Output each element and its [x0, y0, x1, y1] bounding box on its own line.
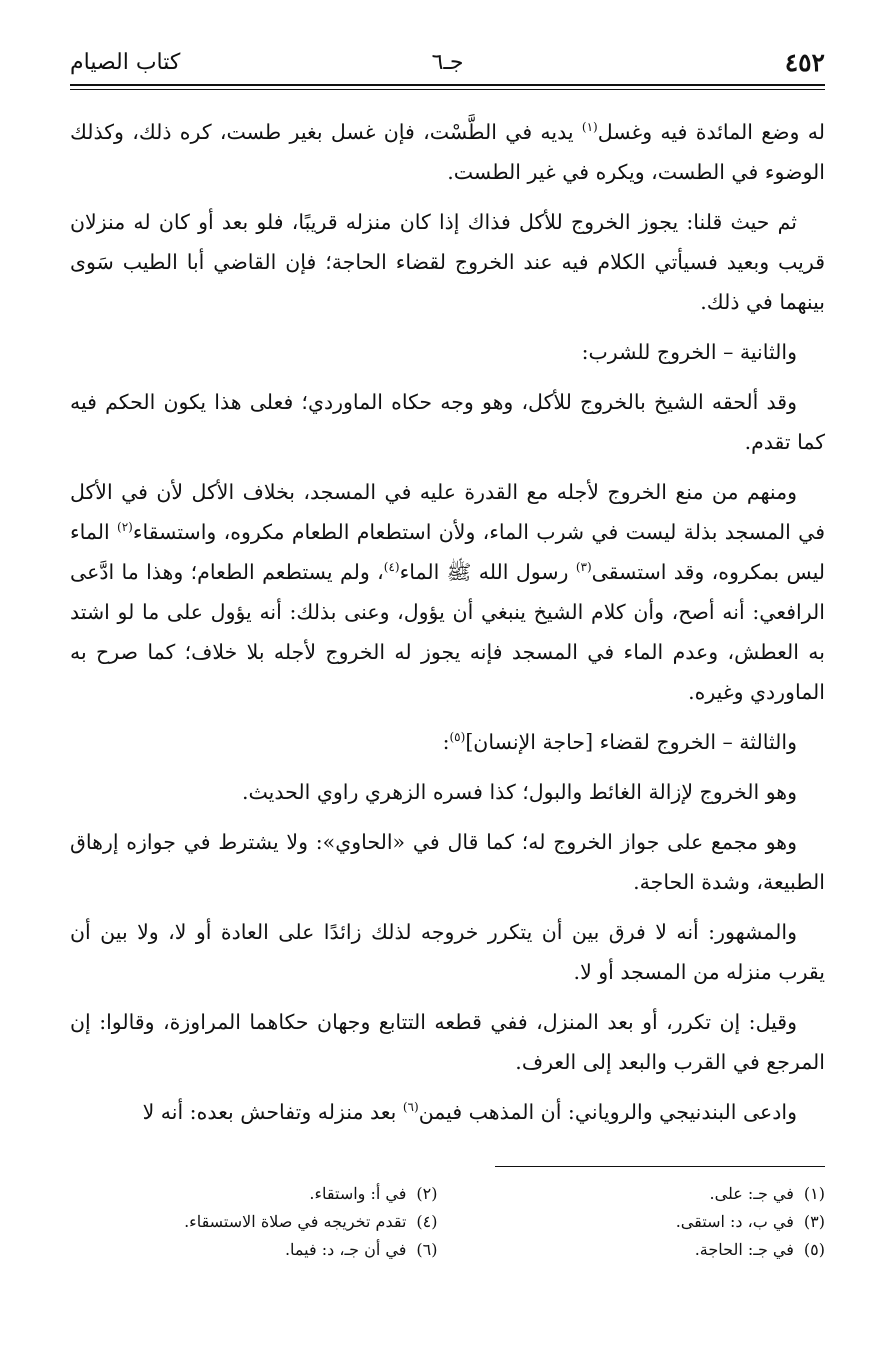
- footnote-number: (١): [803, 1184, 825, 1203]
- footnote-number: (٦): [416, 1240, 438, 1259]
- text-run: يديه في الطَّسْت، فإن غسل بغير طست، كره ذلك، وكذلك الوضوء في الطست، ويكره في غير الطست.: [70, 120, 825, 184]
- footnote-ref: (٦): [402, 1100, 419, 1115]
- footnote-ref: (٣): [575, 560, 592, 575]
- footnote-text: في جـ: الحاجة.: [694, 1240, 794, 1259]
- footnote-number: (٥): [803, 1240, 825, 1259]
- paragraph: [70, 1002, 825, 1082]
- paragraph: [70, 822, 825, 902]
- footnote: [458, 1237, 826, 1263]
- text-run: ، ولم يستطعم الطعام؛ وهذا ما ادَّعى الرافعي: أنه أصح، وأن كلام الشيخ ينبغي أن يؤول، وعنى بذلك: أنه يؤول على ما لو اشتد به العطش، وعدم الماء في المسجد فإنه يجوز له الخروج لأجله بلا خلاف؛ كما صرح به الماوردي وغيره.: [70, 560, 825, 704]
- paragraph: [70, 202, 825, 322]
- paragraph: [70, 112, 825, 192]
- text-run: وقيل: إن تكرر، أو بعد المنزل، ففي قطعه التتابع وجهان حكاهما المراوزة، وقالوا: إن المرجع في القرب والبعد إلى العرف.: [70, 1010, 825, 1074]
- text-run: والثالثة – الخروج لقضاء [حاجة الإنسان]: [465, 730, 797, 754]
- text-run: والثانية – الخروج للشرب:: [581, 340, 797, 364]
- footnote: [458, 1181, 826, 1207]
- text-run: له وضع المائدة فيه وغسل: [597, 120, 825, 144]
- footnote: [70, 1237, 438, 1263]
- footnote-text: تقدم تخريجه في صلاة الاستسقاء.: [184, 1212, 407, 1231]
- text-run: وهو الخروج لإزالة الغائط والبول؛ كذا فسره الزهري راوي الحديث.: [242, 780, 797, 804]
- page-number: ٤٥٢: [784, 48, 825, 77]
- main-text: [70, 112, 825, 1132]
- footnote-ref: (٢): [117, 520, 133, 535]
- paragraph: [70, 772, 825, 812]
- book-page: [70, 40, 825, 1263]
- text-run: وهو مجمع على جواز الخروج له؛ كما قال في «الحاوي»: ولا يشترط في جوازه إرهاق الطبيعة، وشدة الحاجة.: [70, 830, 825, 894]
- footnote-text: في أ: واستقاء.: [309, 1184, 407, 1203]
- paragraph: [70, 472, 825, 712]
- footnote-number: (٤): [416, 1212, 438, 1231]
- paragraph: [70, 1092, 825, 1132]
- footnote-number: (٢): [416, 1184, 438, 1203]
- text-run: وادعى البندنيجي والروياني: أن المذهب فيمن: [418, 1100, 797, 1124]
- footnote: [70, 1209, 438, 1235]
- text-run: ثم حيث قلنا: يجوز الخروج للأكل فذاك إذا كان منزله قريبًا، فلو بعد أو كان له منزلان قريب وبعيد فسيأتي الكلام فيه عند الخروج لقضاء الحاجة؛ فإن القاضي أبا الطيب سَوى بينهما في ذلك.: [70, 210, 825, 314]
- text-run: وقد ألحقه الشيخ بالخروج للأكل، وهو وجه حكاه الماوردي؛ فعلى هذا يكون الحكم فيه كما تقدم.: [70, 390, 825, 454]
- section-heading: [70, 332, 825, 372]
- footnote-text: في ب، د: استقى.: [675, 1212, 794, 1231]
- footnote-ref: (١): [581, 120, 598, 135]
- section-heading: [70, 722, 825, 762]
- text-run: :: [442, 730, 450, 754]
- paragraph: [70, 912, 825, 992]
- text-run: ومنهم من منع الخروج لأجله مع القدرة عليه في المسجد، بخلاف الأكل لأن في الأكل في المسجد بذلة ليست في شرب الماء، ولأن استطعام الطعام مكروه، واستسقاء: [70, 480, 826, 544]
- footnotes: [70, 1181, 825, 1263]
- footnote: [458, 1209, 826, 1235]
- footnote: [70, 1181, 438, 1207]
- footnote-text: في جـ: على.: [709, 1184, 794, 1203]
- text-run: بعد منزله وتفاحش بعده: أنه لا: [142, 1100, 403, 1124]
- page-header: [70, 40, 825, 86]
- footnote-text: في أن جـ، د: فيما.: [284, 1240, 407, 1259]
- text-run: رسول الله ﷺ الماء: [399, 560, 576, 584]
- paragraph: [70, 382, 825, 462]
- footnote-ref: (٥): [449, 730, 466, 745]
- footnote-separator: [495, 1166, 825, 1167]
- book-title: كتاب الصيام: [70, 50, 181, 75]
- footnote-ref: (٤): [383, 560, 400, 575]
- text-run: الماء ليس بمكروه، وقد استسقى: [70, 520, 826, 584]
- text-run: والمشهور: أنه لا فرق بين أن يتكرر خروجه لذلك زائدًا على العادة أو لا، ولا بين أن يقرب منزله من المسجد أو لا.: [70, 920, 825, 984]
- header-rule: [70, 89, 825, 90]
- footnote-number: (٣): [803, 1212, 825, 1231]
- volume-label: جـ٦: [431, 50, 464, 75]
